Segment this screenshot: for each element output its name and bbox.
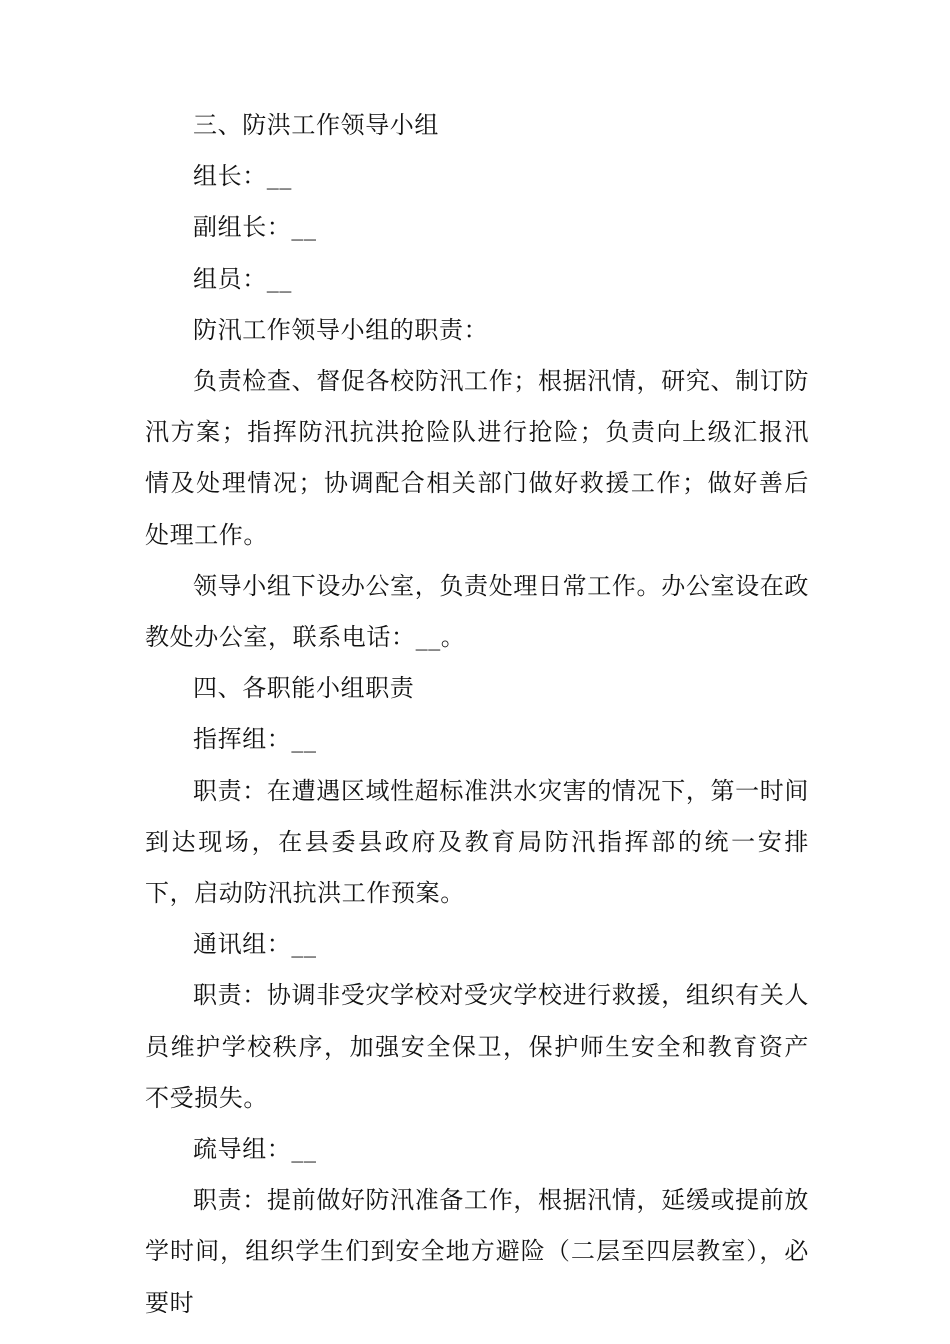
- guidance-group-duties: 职责：提前做好防汛准备工作，根据汛情，延缓或提前放学时间，组织学生们到安全地方避险（二层至四层教室），必要时: [145, 1186, 809, 1317]
- guidance-group-line: 疏导组：__: [193, 1135, 317, 1164]
- command-group-line: 指挥组：__: [193, 725, 317, 754]
- leadership-duties-paragraph: 负责检查、督促各校防汛工作；根据汛情，研究、制订防汛方案；指挥防汛抗洪抢险队进行抢险；负责向上级汇报汛情及处理情况；协调配合相关部门做好救援工作；做好善后处理工作。: [145, 367, 809, 549]
- section-heading-group-duties: 四、各职能小组职责: [193, 674, 415, 703]
- leadership-duties-heading: 防汛工作领导小组的职责：: [193, 315, 489, 344]
- document-body: [145, 100, 809, 1329]
- section-heading-flood-leadership: 三、防洪工作领导小组: [193, 111, 439, 139]
- members-line: 组员：__: [193, 264, 292, 293]
- communication-group-line: 通讯组：__: [193, 930, 317, 959]
- command-group-duties: 职责：在遭遇区域性超标准洪水灾害的情况下，第一时间到达现场，在县委县政府及教育局防汛指挥部的统一安排下，启动防汛抗洪工作预案。: [145, 776, 809, 908]
- communication-group-duties: 职责：协调非受灾学校对受灾学校进行救援，组织有关人员维护学校秩序，加强安全保卫，保护师生安全和教育资产不受损失。: [145, 981, 809, 1112]
- group-leader-line: 组长：__: [193, 162, 292, 191]
- deputy-leader-line: 副组长：__: [193, 213, 317, 242]
- office-paragraph: 领导小组下设办公室，负责处理日常工作。办公室设在政教处办公室，联系电话：__。: [145, 571, 809, 652]
